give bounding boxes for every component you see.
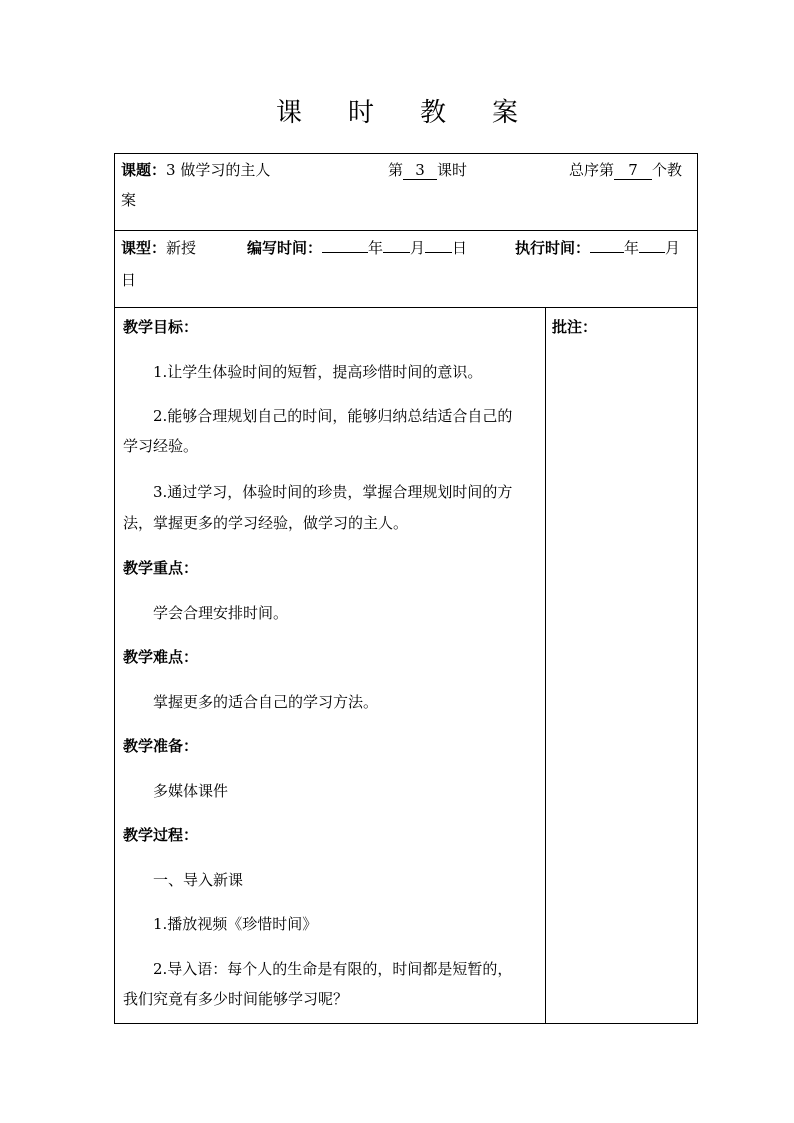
blank: [639, 252, 665, 253]
title-char: 教: [420, 98, 447, 128]
difficulty-heading: 教学难点：: [123, 648, 199, 666]
goal-1: 1.让学生体验时间的短暂，提高珍惜时间的意识。: [153, 363, 483, 381]
period-prefix: 第: [388, 161, 404, 179]
key-points-heading: 教学重点：: [123, 559, 199, 577]
seq-suffix: 个教: [652, 161, 683, 179]
process-step-1: 1.播放视频《珍惜时间》: [153, 915, 318, 933]
title-char: 案: [492, 98, 519, 128]
exec-day-wrap: 日: [121, 271, 137, 289]
day-label: 日: [452, 239, 468, 257]
topic: [121, 160, 270, 180]
difficulty-text: 掌握更多的适合自己的学习方法。: [153, 693, 379, 711]
seq-wrap: 案: [121, 191, 137, 209]
sequence: [569, 160, 682, 180]
preparation-heading: 教学准备：: [123, 737, 199, 755]
key-points-text: 学会合理安排时间。: [153, 604, 289, 622]
process-step-2-line-1: 2.导入语：每个人的生命是有限的，时间都是短暂的，: [153, 960, 513, 978]
goal-3-line-2: 法，掌握更多的学习经验，做学习的主人。: [123, 514, 409, 532]
write-label: 编写时间：: [247, 239, 323, 257]
process-step-title: 一、导入新课: [153, 871, 244, 889]
process-step-2-line-2: 我们究竟有多少时间能够学习呢？: [123, 990, 349, 1008]
goal-2-line-2: 学习经验。: [123, 437, 199, 455]
period-value: 3: [403, 161, 437, 180]
goal-2-line-1: 2.能够合理规划自己的时间，能够归纳总结适合自己的: [153, 407, 513, 425]
header-row: [115, 154, 697, 231]
goal-3-line-1: 3.通过学习，体验时间的珍贵，掌握合理规划时间的方: [153, 483, 513, 501]
type-label: 课型：: [121, 239, 167, 257]
month-label: 月: [410, 239, 426, 257]
exec-date: [515, 238, 680, 258]
seq-prefix: 总序第: [569, 161, 615, 179]
year-label: 年: [624, 239, 640, 257]
page-title: [0, 92, 794, 129]
lesson-type: [121, 238, 196, 258]
goals-heading: 教学目标：: [123, 318, 199, 336]
period-suffix: 课时: [437, 161, 468, 179]
notes-cell: [546, 307, 697, 1023]
process-heading: 教学过程：: [123, 826, 199, 844]
blank: [383, 252, 410, 253]
blank: [590, 252, 624, 253]
title-char: 课: [275, 98, 302, 128]
seq-value: 7: [614, 161, 652, 180]
blank: [322, 252, 368, 253]
meta-row: [115, 230, 697, 308]
blank: [425, 252, 452, 253]
month-label: 月: [665, 239, 681, 257]
write-date: [247, 238, 467, 258]
topic-value: 3 做学习的主人: [166, 161, 271, 179]
period: [388, 160, 467, 180]
preparation-text: 多媒体课件: [153, 782, 229, 800]
title-char: 时: [347, 98, 374, 128]
content-cell: [115, 307, 546, 1023]
exec-label: 执行时间：: [515, 239, 591, 257]
topic-label: 课题：: [121, 161, 167, 179]
type-value: 新授: [166, 239, 197, 257]
year-label: 年: [368, 239, 384, 257]
lesson-plan-table: [114, 153, 698, 1024]
notes-label: 批注：: [552, 318, 598, 336]
